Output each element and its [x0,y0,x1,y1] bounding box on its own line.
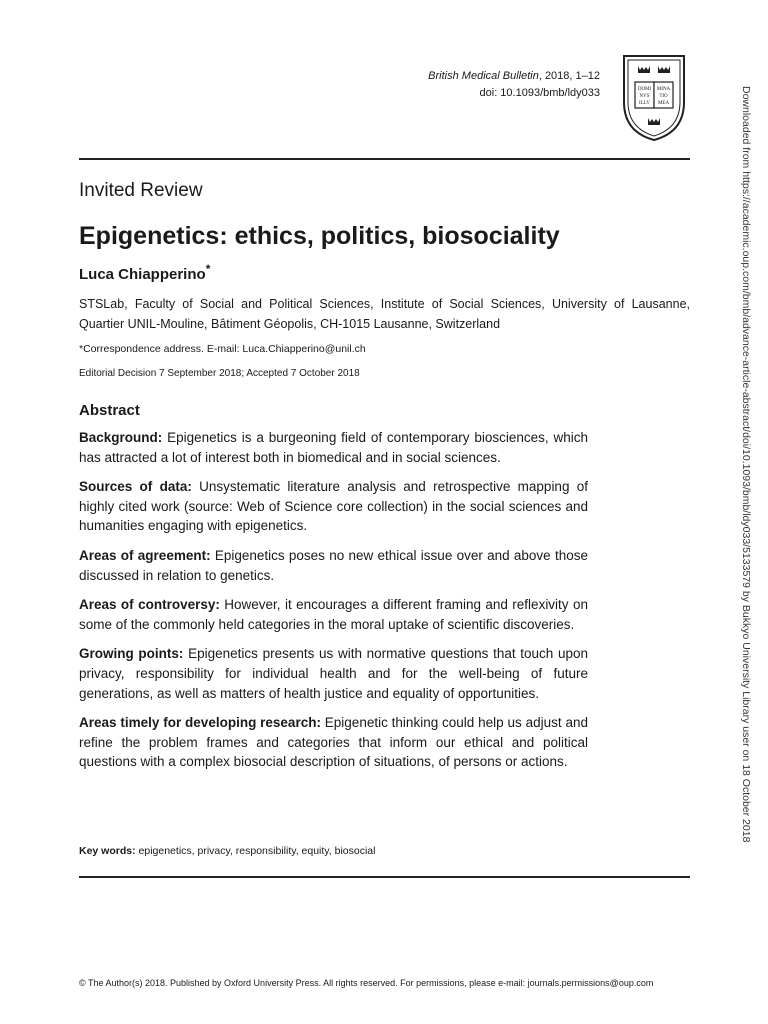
section-text: However, it encourages a different framing and reflexivity on some of the commonly held categories in the moral uptake of scientific discoveries. [79,597,588,632]
section-text: Unsystematic literature analysis and retrospective mapping of highly cited work (source: Web of Science core collection) in the social sciences and humanities engaging with epigenetics. [79,479,588,534]
section-label: Sources of data: [79,479,192,495]
correspondence-address: *Correspondence address. E-mail: Luca.Chiapperino@unil.ch [79,343,366,355]
article-title: Epigenetics: ethics, politics, biosociality [79,222,560,250]
abstract-rule [79,876,690,878]
section-text: Epigenetics is a burgeoning field of contemporary biosciences, which has attracted a lot of interest both in biomedical and in social sciences. [79,430,588,465]
logo-text: NVS [639,94,650,99]
oup-logo-seal [618,52,690,142]
logo-text: TIO [659,94,668,99]
logo-text: DOMI [637,87,652,92]
header-rule [79,158,690,160]
abstract-section [79,477,588,536]
section-label: Areas timely for developing research: [79,715,321,731]
keywords-list: epigenetics, privacy, responsibility, equity, biosocial [135,845,376,857]
section-label: Growing points: [79,646,184,662]
download-watermark: Downloaded from https://academic.oup.com/bmb/advance-article-abstract/doi/10.1093/bmb/ldy033/5133579 by Bukkyo University Library user on 18 October 2018 [740,86,752,843]
journal-reference [428,68,600,102]
keywords [79,845,375,857]
abstract-section [79,644,588,703]
section-label: Background: [79,430,163,445]
section-text: Epigenetics presents us with normative questions that touch upon privacy, responsibility for individual health and for the well-being of future generations, as well as matters of health justice and equality of opportunities. [79,646,588,701]
author-mark: * [205,262,211,276]
author-name [79,262,210,283]
section-text: Epigenetic thinking could help us adjust and refine the problem frames and categories that inform our ethical and political questions with a complex biosocial description of situations, of persons or actions. [79,715,589,770]
keywords-label: Key words: [79,845,136,857]
logo-text: MINA [656,87,671,92]
logo-text: MEA [657,101,670,106]
section-text: Epigenetics poses no new ethical issue over and above those discussed in relation to genetics. [79,547,588,583]
abstract-section [79,546,588,585]
copyright-footer: © The Author(s) 2018. Published by Oxford University Press. All rights reserved. For permissions, please e-mail: journals.permissions@oup.com [79,978,654,988]
journal-year-pages: , 2018, 1–12 [538,70,600,82]
abstract-section [79,713,588,772]
doi: doi: 10.1093/bmb/ldy033 [479,87,600,99]
editorial-dates: Editorial Decision 7 September 2018; Accepted 7 October 2018 [79,368,360,379]
abstract-heading: Abstract [79,402,140,419]
abstract-section [79,595,588,634]
section-label: Areas of controversy: [79,597,220,613]
article-type: Invited Review [79,180,203,201]
abstract-body [79,428,588,782]
logo-text: ILLV [639,101,650,106]
author-text: Luca Chiapperino [79,266,206,283]
abstract-section [79,428,588,467]
journal-name: British Medical Bulletin [428,70,539,82]
section-label: Areas of agreement: [79,547,211,563]
author-affiliation: STSLab, Faculty of Social and Political Sciences, Institute of Social Sciences, University of Lausanne, Quartier UNIL-Mouline, Bâtiment Géopolis, CH-1015 Lausanne, Switzerland [79,297,690,331]
